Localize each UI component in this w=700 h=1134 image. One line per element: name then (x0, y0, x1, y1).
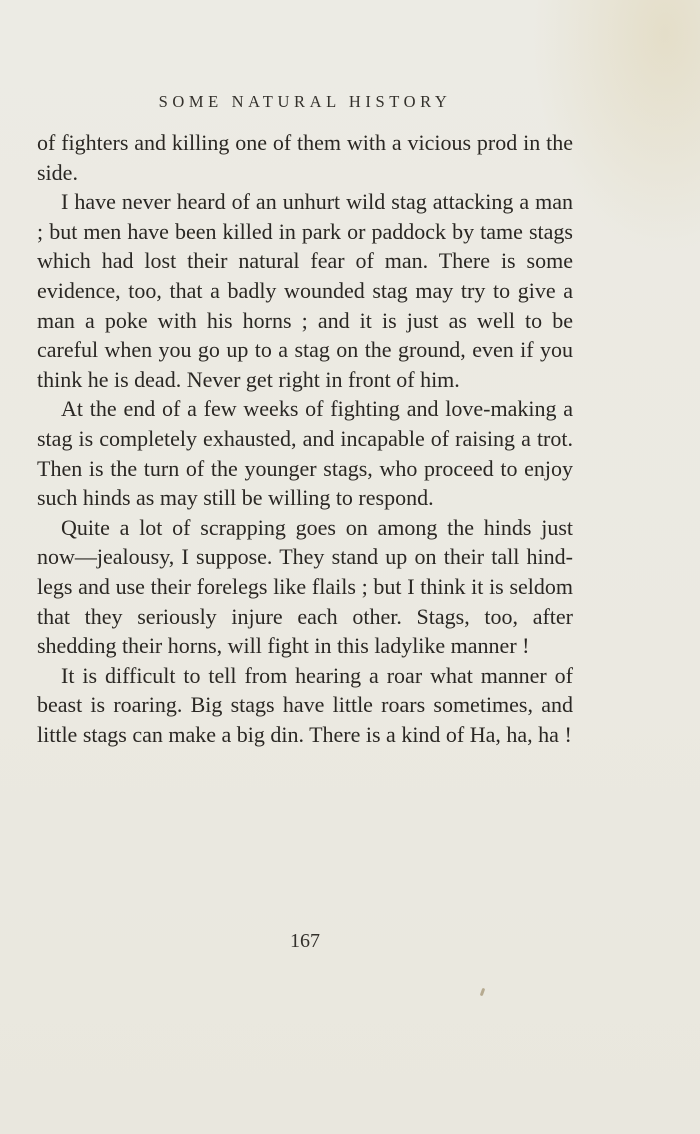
paragraph: I have never heard of an unhurt wild stag attacking a man ; but men have been killed in park or paddock by tame stags which had lost their natural fear of man. There is some evidence, too, that a badly wounded stag may try to give a man a poke with his horns ; and it is just as well to be careful when you go up to a stag on the ground, even if you think he is dead. Never get right in front of him. (37, 189, 573, 392)
paragraph-continuation: of fighters and killing one of them with a vicious prod in the side. (37, 130, 573, 185)
page-number: 167 (290, 930, 320, 952)
paragraph: At the end of a few weeks of fighting and love-making a stag is completely exhausted, and incapable of raising a trot. Then is the turn of the younger stags, who proceed to enjoy such hinds as may still be willing to respond. (37, 396, 573, 511)
paragraph: It is difficult to tell from hearing a roar what manner of beast is roaring. Big stags have little roars sometimes, and little stags can make a big din. There is a kind of Ha, ha, ha ! (37, 662, 573, 747)
body-text (37, 128, 573, 749)
paper-speck (480, 988, 486, 997)
paragraph: Quite a lot of scrapping goes on among the hinds just now—jealousy, I suppose. They stand up on their tall hind-legs and use their forelegs like flails ; but I think it is seldom that they seriously injure each other. Stags, too, after shedding their horns, will fight in this ladylike manner ! (37, 514, 573, 659)
running-head: SOME NATURAL HISTORY (158, 92, 452, 111)
